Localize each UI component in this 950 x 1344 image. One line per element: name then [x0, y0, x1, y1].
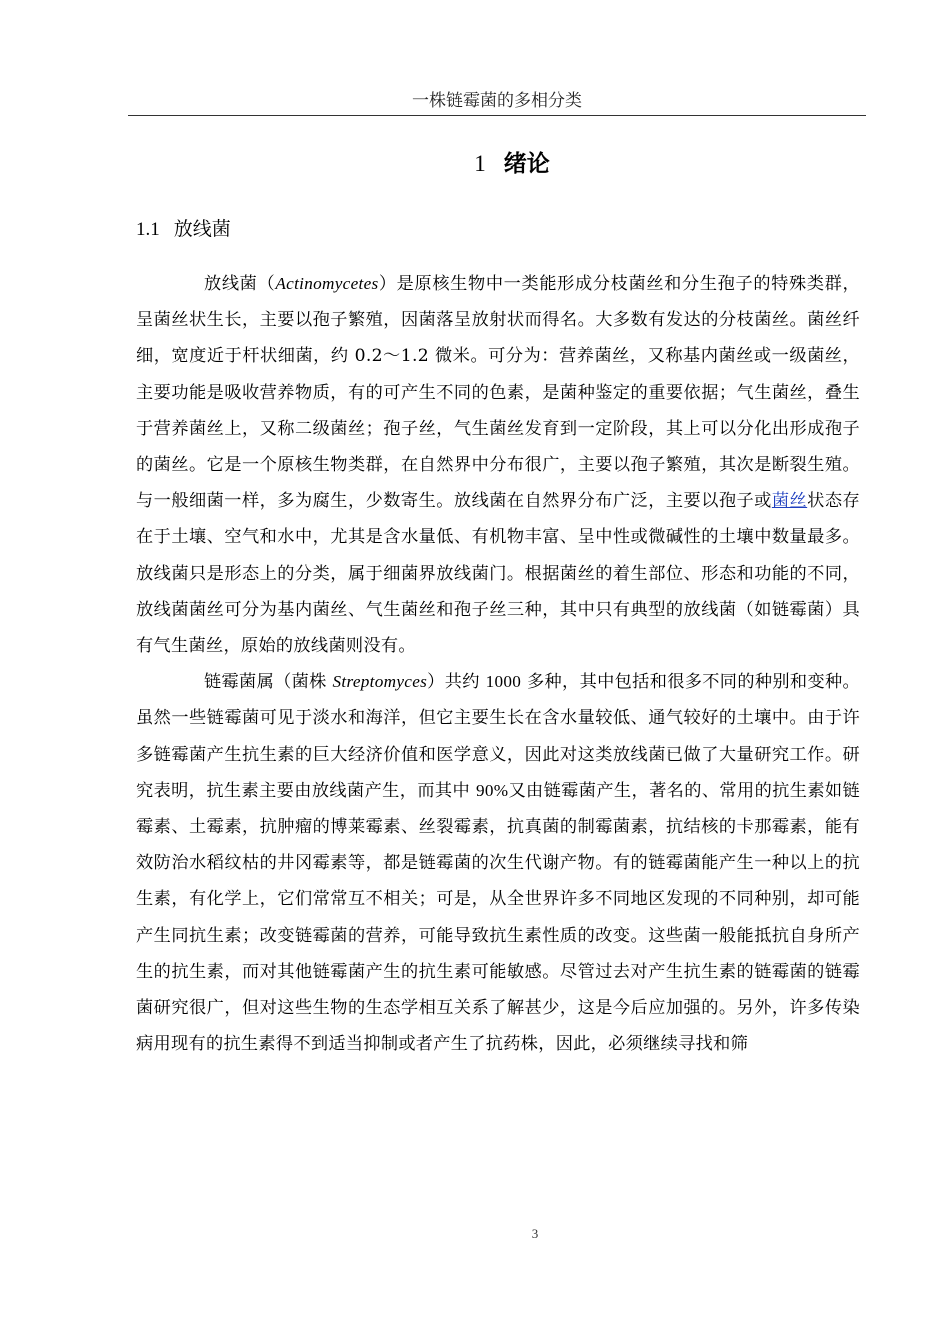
running-header: 一株链霉菌的多相分类	[412, 91, 582, 111]
species-count: 1000	[485, 672, 522, 692]
text-run: ）是原核生物中一类能形成分枝菌丝和分生孢子的特殊类群，呈菌丝状生长，主要以孢子繁殖，因菌落呈放射状而得名。大多数有发达的分枝菌丝。菌丝纤细，宽度近于杆状细菌，约 0.2～1.2 微米。可分为：营养菌丝，又称基内菌丝或一级菌丝，主要功能是吸收营养物质，有的可产生不同的色素，是菌种鉴定的重要依据；气生菌丝，叠生于营养菌丝上，又称二级菌丝；孢子丝，气生菌丝发育到一定阶段，其上可以分化出形成孢子的菌丝。它是一个原核生物类群，在自然界中分布很广，主要以孢子繁殖，其次是断裂生殖。与一般细菌一样，多为腐生，少数寄生。放线菌在自然界分布广泛，主要以孢子或	[136, 274, 861, 512]
paragraph-streptomyces	[136, 664, 860, 1062]
percentage-value: 90%	[475, 780, 509, 800]
text-run: 又由链霉菌产生，著名的、常用的抗生素如链霉素、土霉素，抗肿瘤的博莱霉素、丝裂霉素，抗真菌的制霉菌素，抗结核的卡那霉素，能有效防治水稻纹枯的井冈霉素等，都是链霉菌的次生代谢产物。有的链霉菌能产生一种以上的抗生素，有化学上，它们常常互不相关；可是，从全世界许多不同地区发现的不同种别，却可能产生同抗生素；改变链霉菌的营养，可能导致抗生素性质的改变。这些菌一般能抵抗自身所产生的抗生素，而对其他链霉菌产生的抗生素可能敏感。尽管过去对产生抗生素的链霉菌的链霉菌研究很广，但对这些生物的生态学相互关系了解甚少，这是今后应加强的。另外，许多传染病用现有的抗生素得不到适当抑制或者产生了抗药株，因此，必须继续寻找和筛	[136, 780, 860, 1055]
text-run: ）共约	[427, 672, 486, 693]
chapter-number: 1	[474, 151, 486, 176]
latin-name-streptomyces: Streptomyces	[332, 672, 428, 692]
section-heading: 放线菌	[173, 218, 231, 240]
text-run: 放线菌（	[204, 274, 276, 294]
section-title	[136, 215, 231, 244]
body-text	[136, 266, 860, 1062]
chapter-heading: 绪论	[503, 151, 550, 177]
chapter-title	[128, 148, 896, 180]
header-divider	[128, 115, 866, 116]
text-run: 状态存在于土壤、空气和水中，尤其是含水量低、有机物丰富、呈中性或微碱性的土壤中数量最多。放线菌只是形态上的分类，属于细菌界放线菌门。根据菌丝的着生部位、形态和功能的不同，放线菌菌丝可分为基内菌丝、气生菌丝和孢子丝三种，其中只有典型的放线菌（如链霉菌）具有气生菌丝，原始的放线菌则没有。	[136, 491, 860, 657]
page-number: 3	[531, 1226, 539, 1241]
latin-name-actinomycetes: Actinomycetes	[275, 274, 379, 293]
text-run: 链霉菌属（菌株	[204, 672, 333, 693]
text-run: 多种，其中包括和很多不同的种别和变种。虽然一些链霉菌可见于淡水和海洋，但它主要生长在含水量较低、通气较好的土壤中。由于许多链霉菌产生抗生素的巨大经济价值和医学意义，因此对这类放线菌已做了大量研究工作。研究表明，抗生素主要由放线菌产生，而其中	[136, 672, 861, 801]
paragraph-actinomycetes	[136, 266, 860, 664]
hyperlink-hyphae[interactable]: 菌丝	[771, 491, 808, 512]
section-number: 1.1	[136, 219, 160, 240]
